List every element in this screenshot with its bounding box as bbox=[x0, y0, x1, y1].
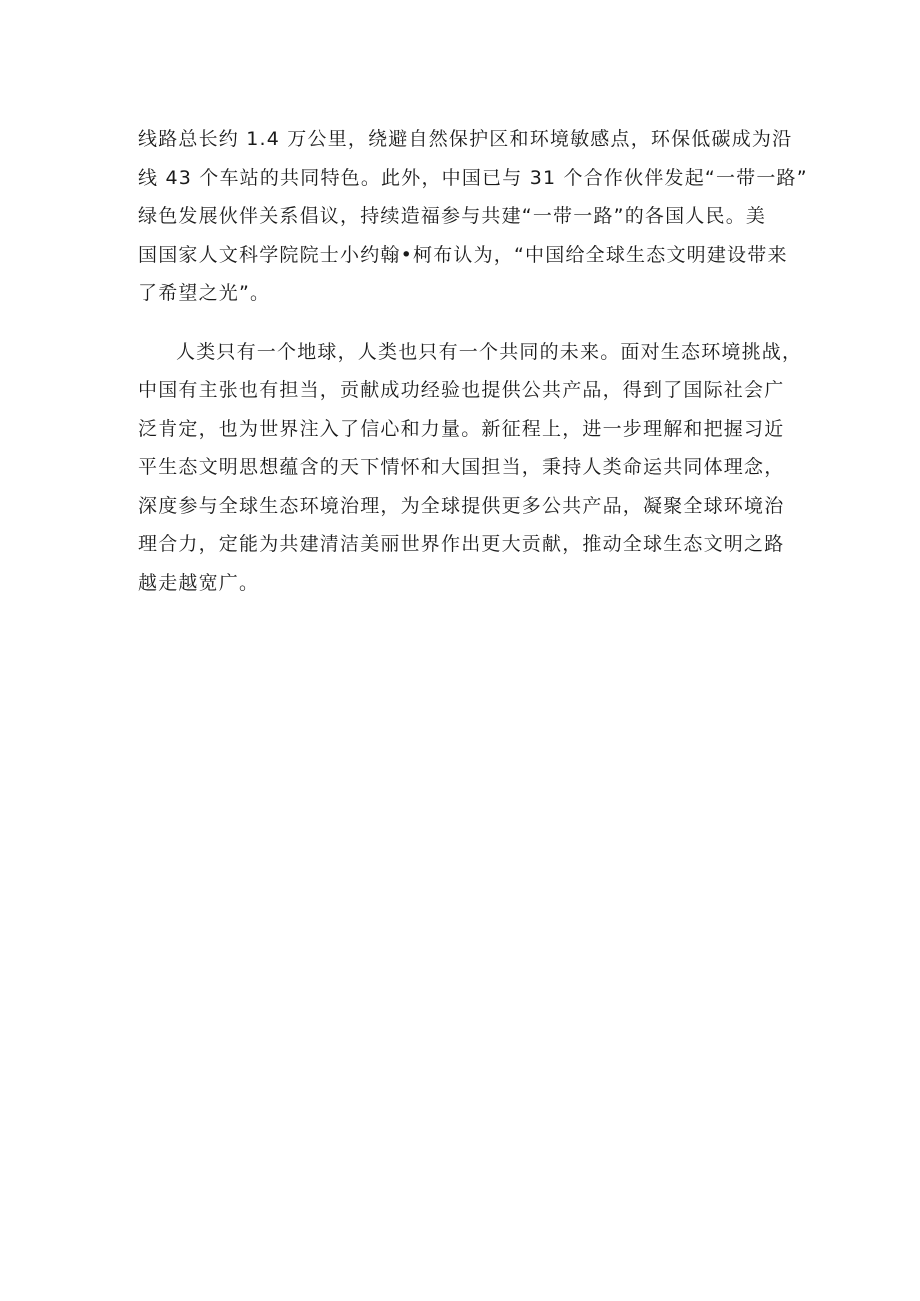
text-line: 泛肯定，也为世界注入了信心和力量。新征程上，进一步理解和把握习近 bbox=[138, 417, 785, 440]
text-line: 了希望之光”。 bbox=[138, 282, 271, 304]
text-line: 人类只有一个地球，人类也只有一个共同的未来。面对生态环境挑战， bbox=[176, 340, 803, 363]
text-line: 平生态文明思想蕴含的天下情怀和大国担当，秉持人类命运共同体理念， bbox=[138, 456, 785, 478]
paragraph-spacer bbox=[138, 313, 788, 333]
text-line: 深度参与全球生态环境治理，为全球提供更多公共产品，凝聚全球环境治 bbox=[138, 494, 785, 517]
paragraph-2 bbox=[138, 333, 803, 603]
text-line: 中国有主张也有担当，贡献成功经验也提供公共产品，得到了国际社会广 bbox=[138, 379, 785, 401]
article-body bbox=[138, 120, 808, 602]
text-line: 绿色发展伙伴关系倡议，持续造福参与共建“一带一路”的各国人民。美 bbox=[138, 205, 767, 227]
paragraph-1 bbox=[138, 120, 808, 313]
text-line: 理合力，定能为共建清洁美丽世界作出更大贡献，推动全球生态文明之路 bbox=[138, 533, 785, 555]
text-line: 线 43 个车站的共同特色。此外，中国已与 31 个合作伙伴发起“一带一路” bbox=[138, 166, 808, 189]
text-line: 线路总长约 1.4 万公里，绕避自然保护区和环境敏感点，环保低碳成为沿 bbox=[138, 128, 793, 150]
text-line: 越走越宽广。 bbox=[138, 571, 260, 594]
text-line: 国国家人文科学院院士小约翰•柯布认为，“中国给全球生态文明建设带来 bbox=[138, 243, 788, 266]
